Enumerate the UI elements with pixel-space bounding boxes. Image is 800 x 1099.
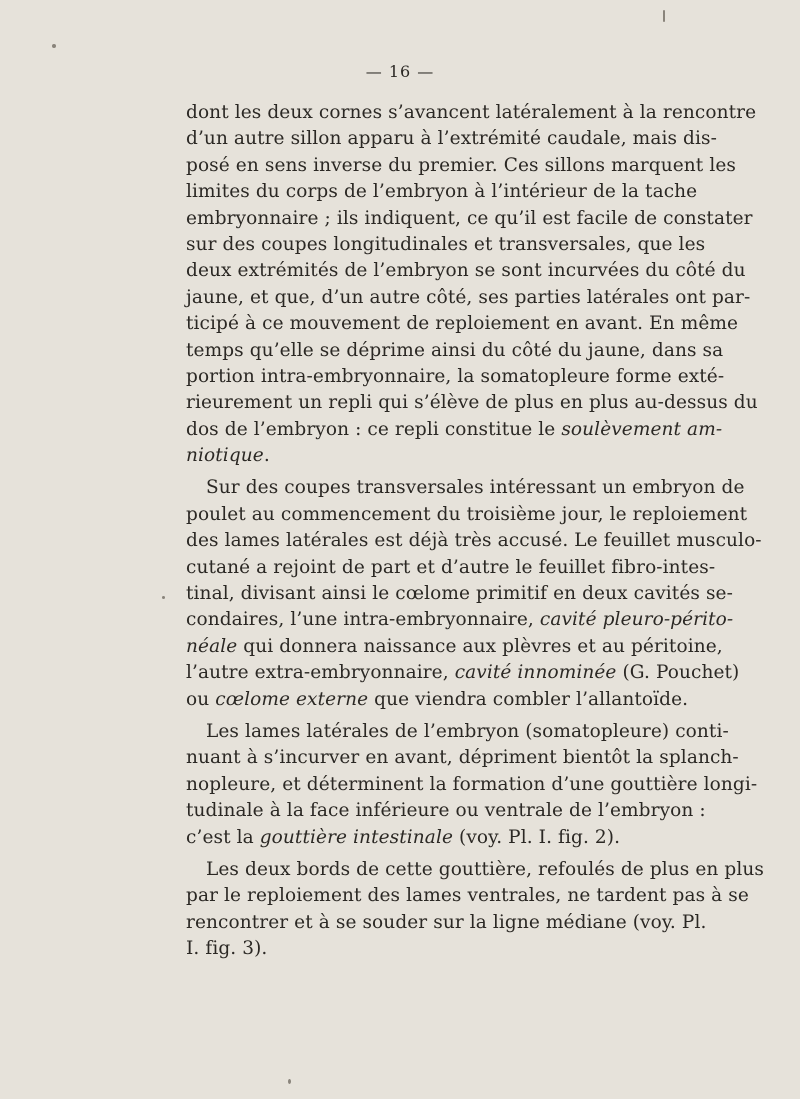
text-line [186,528,762,554]
text-line [186,364,725,390]
text-run: portion intra-embryonnaire, la somatopleure forme exté- [186,365,725,387]
text-run: qui donnera naissance aux plèvres et au péritoine, [237,635,723,657]
text-line [186,475,745,501]
text-run: Les lames latérales de l’embryon (somatopleure) conti- [206,720,729,742]
text-run: rieurement un repli qui s’élève de plus en plus au-dessus du [186,392,758,414]
italic-term: gouttière intestinale [259,826,454,848]
italic-term: néale [186,635,238,657]
text-line [186,258,746,284]
italic-term: niotique [186,445,264,467]
text-run: Les deux bords de cette gouttière, refoulés de plus en plus [206,858,764,880]
text-line [186,936,656,962]
text-line [186,100,757,126]
text-run: rencontrer et à se souder sur la ligne médiane (voy. Pl. [186,911,707,933]
text-run: ticipé à ce mouvement de reploiement en avant. En même [186,313,739,335]
italic-term: cavité pleuro-périto- [539,609,734,631]
text-line [186,660,740,686]
text-line [186,910,707,936]
text-run: . [263,445,270,467]
text-line [186,126,717,152]
body-text [186,100,764,963]
text-run: embryonnaire ; ils indiquent, ce qu’il est facile de constater [186,207,753,229]
text-line [186,772,758,798]
text-run: ou [186,688,216,710]
text-run: posé en sens inverse du premier. Ces sillons marquent les [186,154,736,176]
text-line [186,555,716,581]
text-run: des lames latérales est déjà très accusé. Le feuillet musculo- [186,530,762,552]
page-number: — 16 — [365,62,435,81]
paper-speck [288,1079,291,1084]
text-line [186,581,733,607]
text-run: condaires, l’une intra-embryonnaire, [186,609,540,631]
text-run: poulet au commencement du troisième jour, le reploiement [186,503,748,525]
text-line [186,206,753,232]
text-line [186,502,748,528]
paper-speck [52,44,56,48]
text-run: deux extrémités de l’embryon se sont incurvées du côté du [186,260,746,282]
text-run: limites du corps de l’embryon à l’intérieur de la tache [186,181,698,203]
text-line [186,285,751,311]
text-run: l’autre extra-embryonnaire, [186,662,455,684]
text-run: que viendra combler l’allantoïde. [368,688,689,710]
text-run: Sur des coupes transversales intéressant un embryon de [206,477,745,499]
text-run: c’est la [186,826,260,848]
italic-term: cavité innominée [454,662,617,684]
text-run: I. fig. 3). [186,938,268,960]
text-run: sur des coupes longitudinales et transversales, que les [186,233,706,255]
text-line [186,825,656,851]
paper-speck [162,596,165,599]
paper-speck [663,10,665,22]
text-line [186,687,689,713]
text-line [186,338,724,364]
text-line [186,745,739,771]
text-run: tinal, divisant ainsi le cœlome primitif en deux cavités se- [186,583,733,605]
text-line [186,390,758,416]
text-run: dos de l’embryon : ce repli constitue le [186,418,562,440]
text-line [186,719,729,745]
italic-term: cœlome externe [215,688,369,710]
text-line [186,798,706,824]
text-run: cutané a rejoint de part et d’autre le feuillet fibro-intes- [186,556,716,578]
text-line [186,883,749,909]
italic-term: soulèvement am- [561,418,723,440]
text-run: d’un autre sillon apparu à l’extrémité caudale, mais dis- [186,128,717,150]
text-line [186,179,698,205]
text-line [186,417,723,443]
text-line [186,153,736,179]
text-run: jaune, et que, d’un autre côté, ses parties latérales ont par- [186,286,751,308]
text-run: nuant à s’incurver en avant, dépriment bientôt la splanch- [186,747,739,769]
text-line [186,311,739,337]
text-run: (voy. Pl. I. fig. 2). [453,826,621,848]
text-run: temps qu’elle se déprime ainsi du côté du jaune, dans sa [186,339,724,361]
text-line [186,607,734,633]
text-line [186,857,764,883]
text-run: par le reploiement des lames ventrales, ne tardent pas à se [186,885,749,907]
text-line [186,232,706,258]
text-run: nopleure, et déterminent la formation d’une gouttière longi- [186,773,758,795]
text-run: tudinale à la face inférieure ou ventrale de l’embryon : [186,800,706,822]
text-run: (G. Pouchet) [616,662,740,684]
text-line [186,443,656,469]
text-run: dont les deux cornes s’avancent latéralement à la rencontre [186,102,757,123]
text-line [186,634,723,660]
